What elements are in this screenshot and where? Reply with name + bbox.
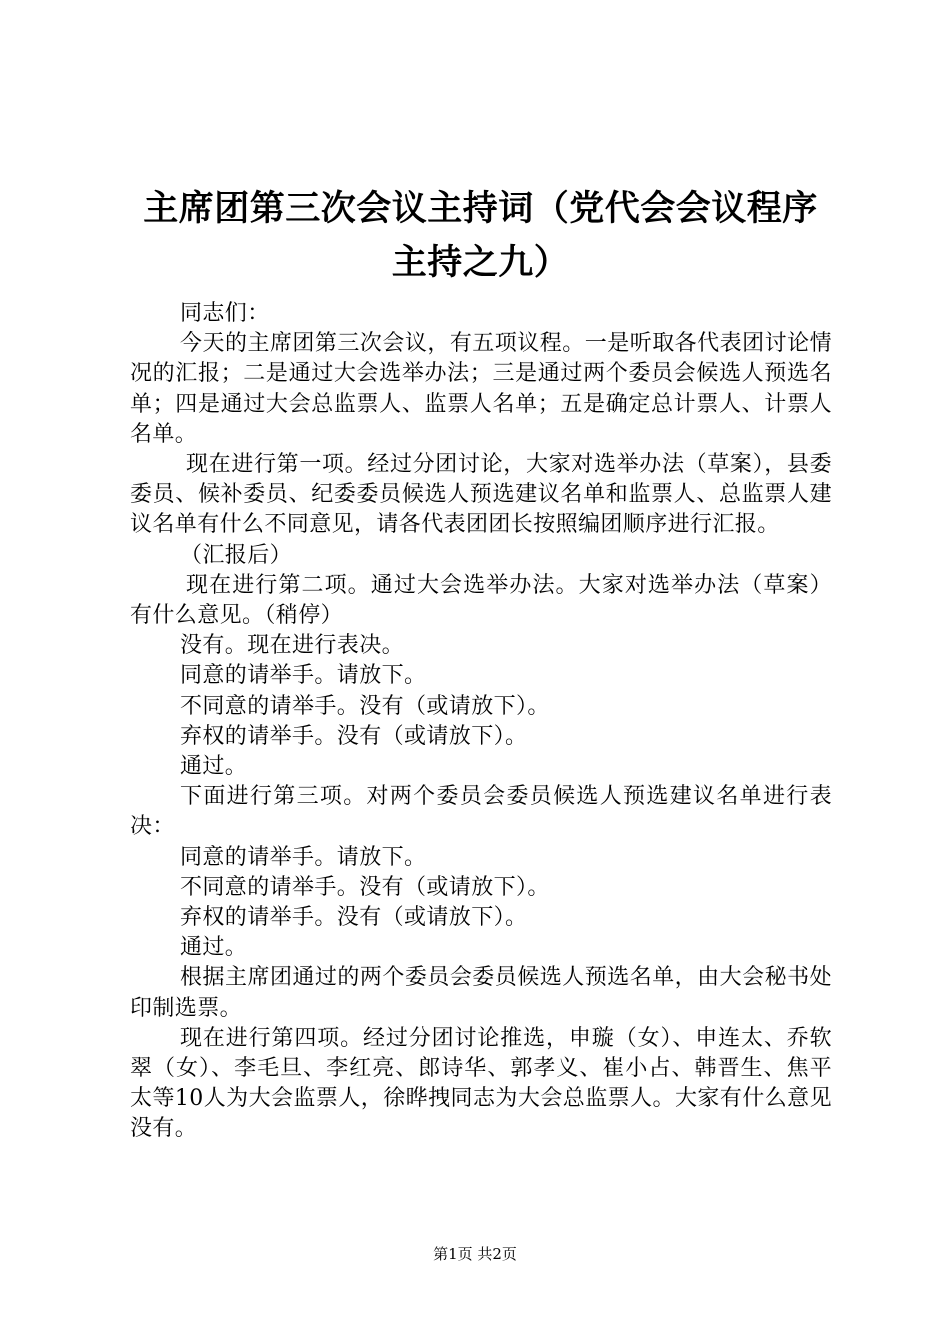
vote-line: 弃权的请举手。没有（或请放下）。 (180, 905, 528, 931)
vote-line: 弃权的请举手。没有（或请放下）。 (180, 723, 528, 749)
vote-result: 通过。 (180, 935, 248, 961)
item-three-paragraph: 下面进行第三项。对两个委员会委员候选人预选建议名单进行表决： (130, 784, 832, 840)
page-footer: 第1页 共2页 (433, 1245, 517, 1263)
vote-line: 同意的请举手。请放下。 (180, 663, 427, 689)
item-four-paragraph: 现在进行第四项。经过分团讨论推选，申璇（女）、申连太、乔软翠（女）、李毛旦、李红亮、郎诗华、郭孝义、崔小占、韩晋生、焦平太等10人为大会监票人，徐晔拽同志为大会总监票人。大家有什么意见没有。 (130, 1025, 832, 1142)
vote-line: 不同意的请举手。没有（或请放下）。 (180, 693, 550, 719)
ballot-note-paragraph: 根据主席团通过的两个委员会委员候选人预选名单，由大会秘书处印制选票。 (130, 965, 832, 1021)
vote-result: 通过。 (180, 754, 248, 780)
vote-line: 没有。现在进行表决。 (180, 633, 405, 659)
document-title: 主席团第三次会议主持词（党代会会议程序主持之九） (143, 189, 818, 283)
document-body (130, 299, 832, 1145)
vote-line: 不同意的请举手。没有（或请放下）。 (180, 874, 550, 900)
agenda-paragraph: 今天的主席团第三次会议，有五项议程。一是听取各代表团讨论情况的汇报；二是通过大会选举办法；三是通过两个委员会候选人预选名单；四是通过大会总监票人、监票人名单；五是确定总计票人、计票人名单。 (130, 331, 832, 447)
vote-line: 同意的请举手。请放下。 (180, 844, 427, 870)
item-two-paragraph: 现在进行第二项。通过大会选举办法。大家对选举办法（草案）有什么意见。（稍停） (130, 572, 832, 629)
after-report-note: （汇报后） (180, 542, 293, 568)
salutation: 同志们： (180, 301, 270, 326)
item-one-paragraph: 现在进行第一项。经过分团讨论，大家对选举办法（草案），县委委员、候补委员、纪委委员候选人预选建议名单和监票人、总监票人建议名单有什么不同意见，请各代表团团长按照编团顺序进行汇报。 (130, 452, 832, 538)
